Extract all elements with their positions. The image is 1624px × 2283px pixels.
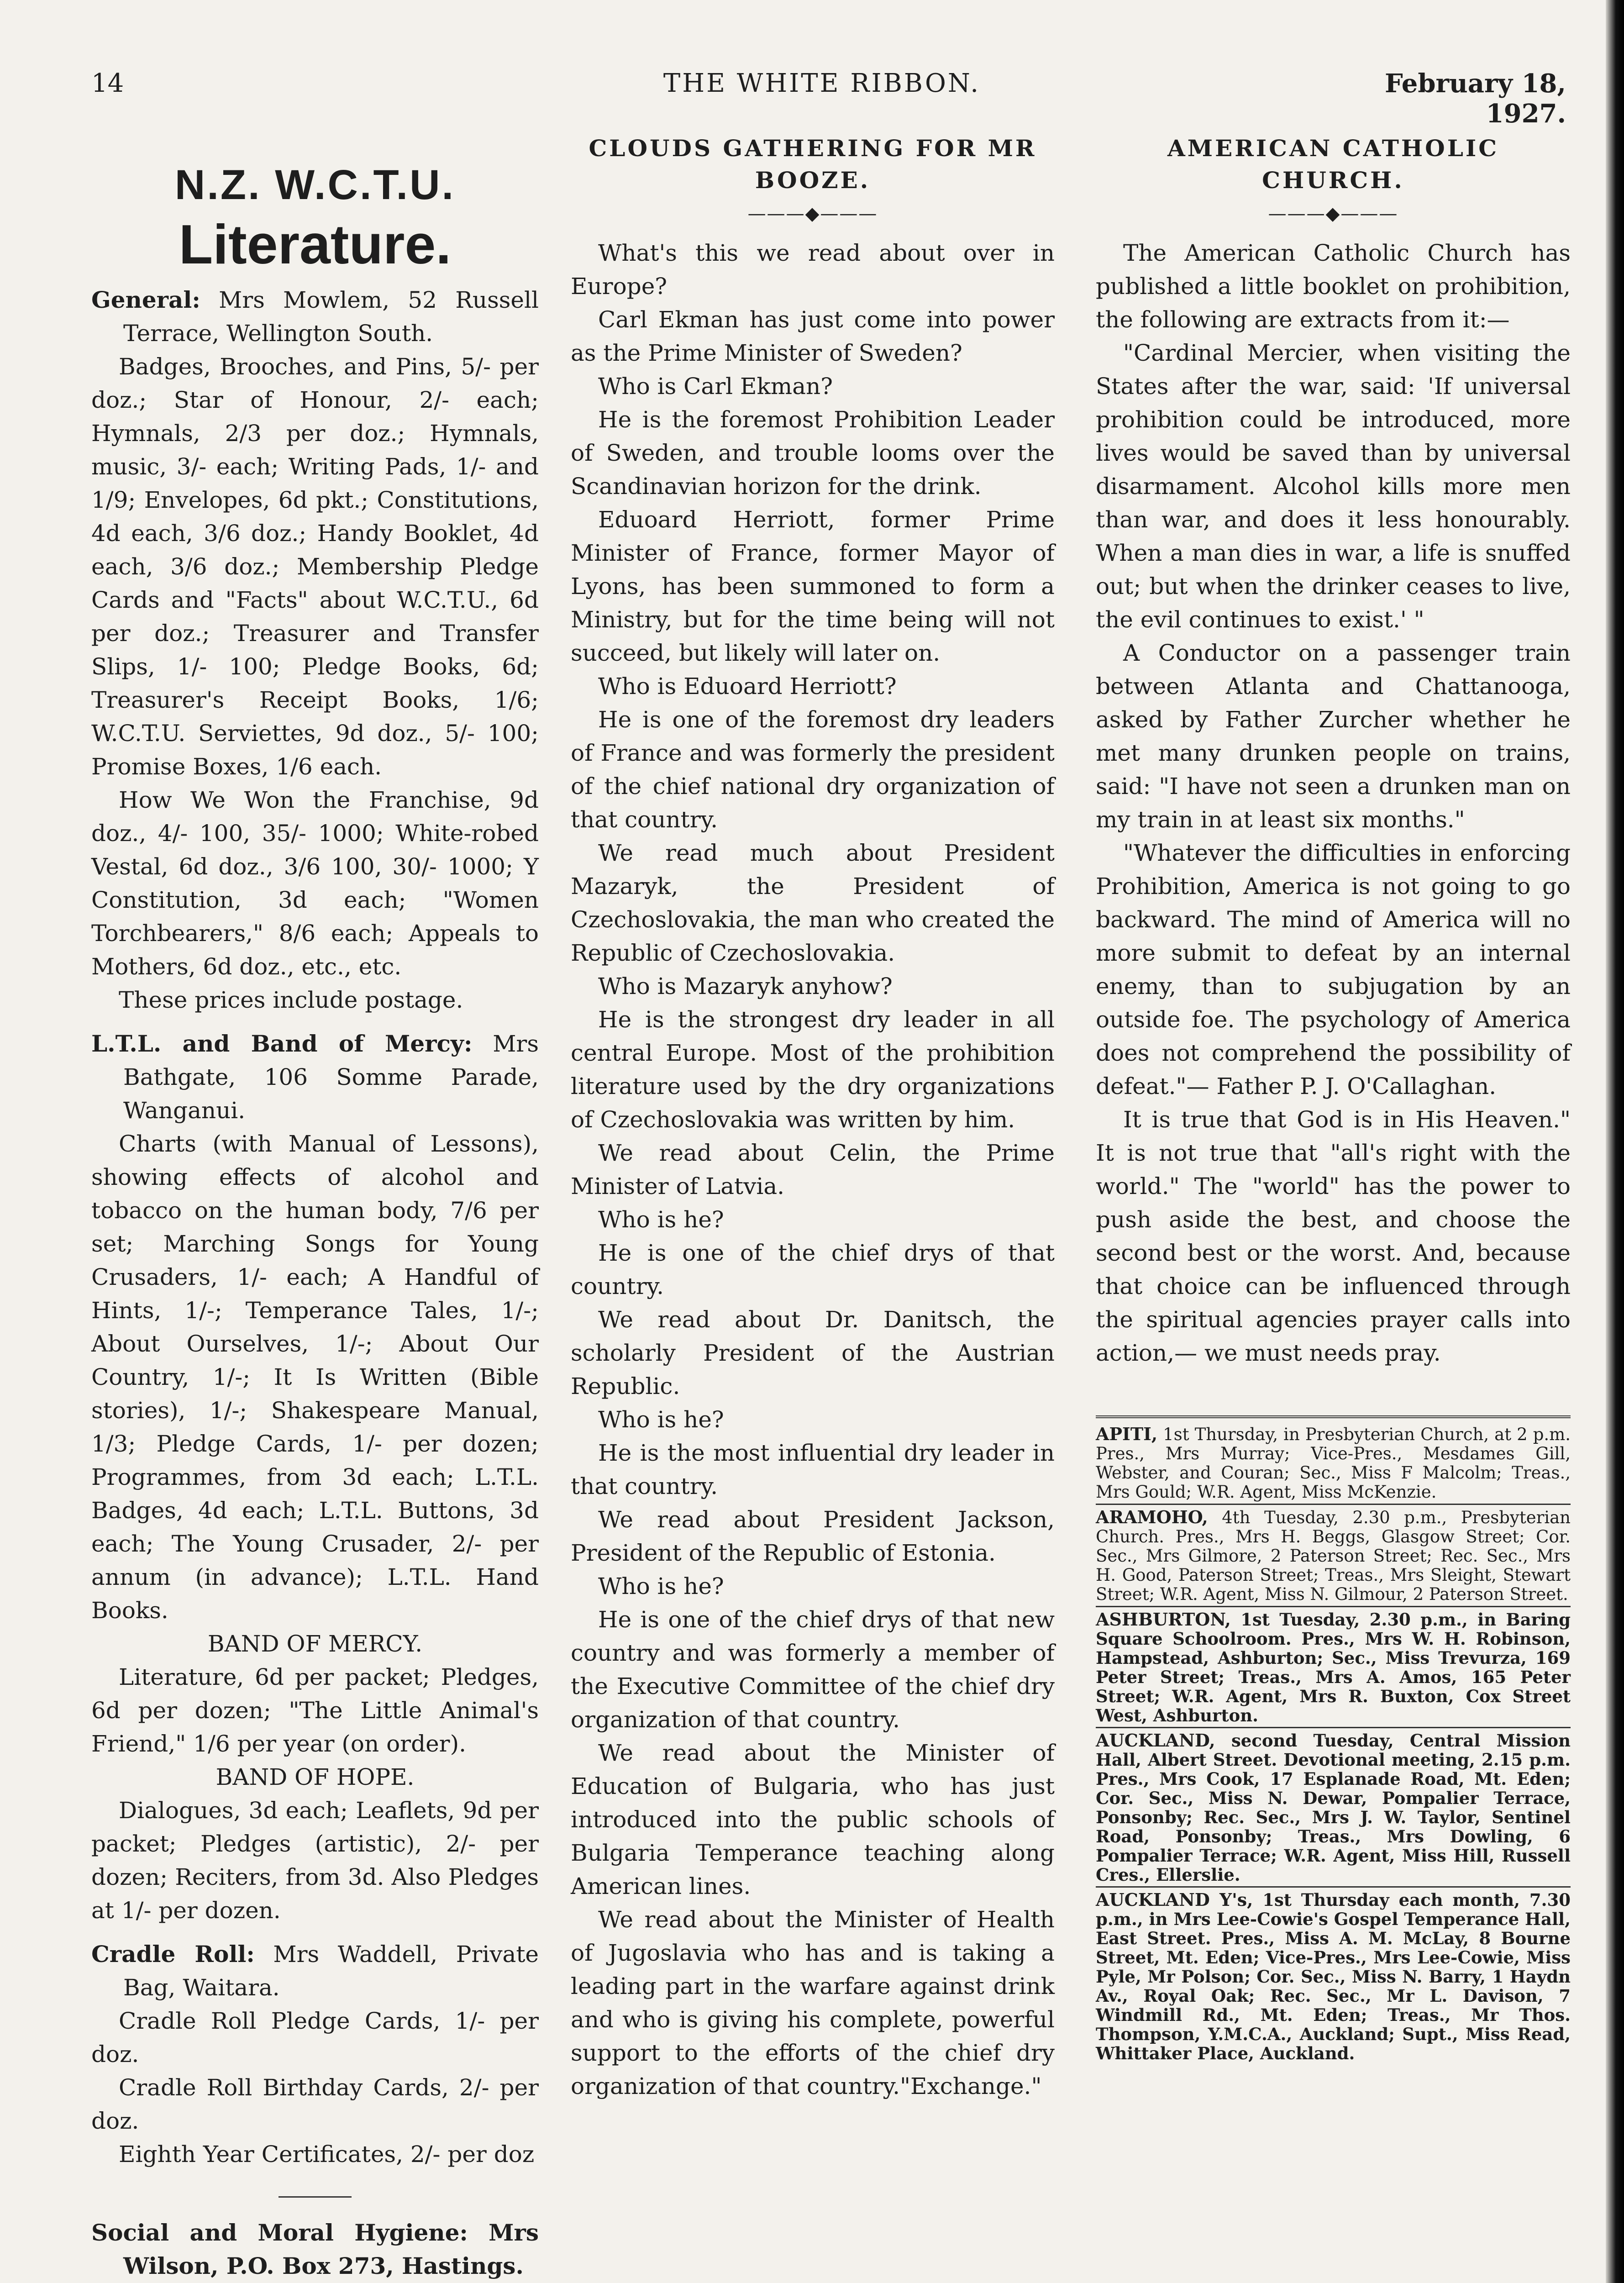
ltl-prices: Charts (with Manual of Lessons), showing effects of alcohol and tobacco on the human body, 7/6 per set; Marching Songs for Young Crusaders, 1/- each; A Handful of Hints, 1/-; Temperance Tales, 1/-; About Ourselves, 1/-; About Our Country, 1/-; It Is Written (Bible stories), 1/-; Shakespeare Manual, 1/3; Pledge Cards, 1/- per dozen; Programmes, from 3d each; L.T.L. Badges, 4d each; L.T.L. Buttons, 3d each; The Young Crusader, 2/- per annum (in advance); L.T.L. Hand Books.: [91, 1131, 539, 1624]
branch-entry: [1096, 1731, 1571, 1884]
clouds-body: [571, 237, 1055, 2103]
title-ornament: ———◆———: [1268, 203, 1398, 224]
catholic-paragraph: A Conductor on a passenger train between Atlanta and Chattanooga, asked by Father Zurcher whether he met many drunken people on trains, said: "I have not seen a drunken man on my train in at least six months.": [1096, 640, 1571, 833]
branch-separator: [1096, 1886, 1571, 1888]
cradle-certificates: Eighth Year Certificates, 2/- per doz: [119, 2141, 535, 2167]
clouds-paragraph: He is the strongest dry leader in all central Europe. Most of the prohibition literature used by the dry organizations of Czechoslovakia was written by him.: [571, 1006, 1055, 1133]
clouds-article: [571, 132, 1055, 2103]
clouds-paragraph: We read much about President Mazaryk, the President of Czechoslovakia, the man who created the Republic of Czechoslovakia.: [571, 840, 1055, 966]
catholic-paragraph: The American Catholic Church has published a little booklet on prohibition, the following are extracts from it:—: [1096, 240, 1571, 333]
catholic-paragraph: "Cardinal Mercier, when visiting the States after the war, said: 'If universal prohibition could be introduced, more lives would be saved than by universal disarmament. Alcohol kills more men than war, and does it less honourably. When a man dies in war, a life is snuffed out; but when the drinker ceases to live, the evil continues to exist.' ": [1096, 340, 1571, 633]
literature-title-org: N.Z. W.C.T.U.: [174, 162, 456, 208]
literature-title: Literature.: [179, 213, 452, 275]
general-section-head: [91, 283, 539, 350]
branch-details: second Tuesday, Central Mission Hall, Albert Street. Devotional meeting, 2.15 p.m. Pres., Mrs Cook, 17 Esplanade Road, Mt. Eden; Cor. Sec., Miss N. Dewar, Pompalier Terrace, Ponsonby; Rec. Sec., Mrs J. W. Taylor, Sentinel Road, Ponsonby; Treas., Mrs Dowling, 6 Pompalier Terrace; W.R. Agent, Miss Hill, Russell Cres., Ellerslie.: [1096, 1731, 1571, 1885]
branch-directory: [1096, 1425, 1571, 2063]
branch-entry: [1096, 1610, 1571, 1725]
clouds-paragraph: Who is he?: [598, 1206, 724, 1233]
cradle-contact: Mrs Waddell, Private Bag, Waitara.: [123, 1941, 539, 2001]
issue-date: February 18, 1927.: [1385, 68, 1566, 129]
cradle-pledge-cards: Cradle Roll Pledge Cards, 1/- per doz.: [91, 2008, 539, 2067]
branch-name: AUCKLAND,: [1096, 1730, 1215, 1751]
social-section-head: [91, 2216, 539, 2283]
band-of-mercy-prices: Literature, 6d per packet; Pledges, 6d per dozen; "The Little Animal's Friend," 1/6 per year (on order).: [91, 1664, 539, 1757]
clouds-paragraph: We read about the Minister of Health of Jugoslavia who has and is taking a leading part in the warfare against drink and who is giving his complete, powerful support to the efforts of the chief dry organization of that country."Exchange.": [571, 1906, 1055, 2099]
branch-entry: [1096, 1508, 1571, 1604]
title-ornament: ———◆———: [747, 203, 878, 224]
band-of-hope-heading: BAND OF HOPE.: [215, 1764, 415, 1790]
page-edge-shadow: [1606, 0, 1624, 2283]
branch-details: 1st Thursday each month, 7.30 p.m., in Mrs Lee-Cowie's Gospel Temperance Hall, East Street. Pres., Miss A. M. McLay, 8 Bourne Street, Mt. Eden; Vice-Pres., Mrs Lee-Cowie, Miss Pyle, Mr Polson; Cor. Sec., Miss N. Barry, 1 Haydn Av., Royal Oak; Rec. Sec., Mr L. Davison, 7 Windmill Rd., Mt. Eden; Treas., Mr Thos. Thompson, Y.M.C.A., Auckland; Supt., Miss Read, Whittaker Place, Auckland.: [1096, 1890, 1571, 2063]
branch-entry: [1096, 1425, 1571, 1502]
general-prices-2: How We Won the Franchise, 9d doz., 4/- 100, 35/- 1000; White-robed Vestal, 6d doz., 3/6 100, 30/- 1000; Y Constitution, 3d each; "Women Torchbearers," 8/6 each; Appeals to Mothers, 6d doz., etc., etc.: [91, 787, 539, 980]
ltl-section-head: [91, 1027, 539, 1127]
band-of-hope-prices: Dialogues, 3d each; Leaflets, 9d per packet; Pledges (artistic), 2/- per dozen; Reciters, from 3d. Also Pledges at 1/- per dozen.: [91, 1797, 539, 1924]
section-divider: [279, 2196, 352, 2198]
clouds-paragraph: He is one of the chief drys of that country.: [571, 1240, 1055, 1299]
social-contact: Mrs Wilson, P.O. Box 273, Hastings.: [123, 2219, 539, 2279]
general-prices-note: These prices include postage.: [119, 987, 463, 1013]
clouds-paragraph: Eduoard Herriott, former Prime Minister of France, former Mayor of Lyons, has been summoned to form a Ministry, but for the time being will not succeed, but likely will later on.: [571, 506, 1055, 666]
branch-name: APITI,: [1096, 1424, 1158, 1444]
catholic-article: [1096, 132, 1571, 2063]
branch-entry: [1096, 1890, 1571, 2063]
branch-separator: [1096, 1606, 1571, 1607]
publication-title: THE WHITE RIBBON.: [663, 68, 981, 98]
branch-name: AUCKLAND Y's,: [1096, 1889, 1253, 1910]
branch-details: 4th Tuesday, 2.30 p.m., Presbyterian Church. Pres., Mrs H. Beggs, Glasgow Street; Cor. Sec., Mrs Gilmore, 2 Paterson Street; Rec. Sec., Mrs H. Good, Paterson Street; Treas., Mrs Sleight, Stewart Street; W.R. Agent, Miss N. Gilmour, 2 Paterson Street.: [1096, 1508, 1571, 1604]
cradle-birthday-cards: Cradle Roll Birthday Cards, 2/- per doz.: [91, 2074, 539, 2134]
general-prices-1: Badges, Brooches, and Pins, 5/- per doz.; Star of Honour, 2/- each; Hymnals, 2/3 per doz.; Hymnals, music, 3/- each; Writing Pads, 1/- and 1/9; Envelopes, 6d pkt.; Constitutions, 4d each, 3/6 doz.; Handy Booklet, 4d each, 3/6 doz.; Membership Pledge Cards and "Facts" about W.C.T.U., 6d per doz.; Treasurer and Transfer Slips, 1/- 100; Pledge Books, 6d; Treasurer's Receipt Books, 1/6; W.C.T.U. Serviettes, 9d doz., 5/- 100; Promise Boxes, 1/6 each.: [91, 353, 539, 780]
literature-column: [91, 132, 539, 2283]
ltl-contact: Mrs Bathgate, 106 Somme Parade, Wanganui.: [123, 1031, 539, 1124]
clouds-paragraph: We read about Celin, the Prime Minister of Latvia.: [571, 1140, 1055, 1199]
branch-name: ARAMOHO,: [1096, 1507, 1208, 1527]
social-label: Social and Moral Hygiene:: [91, 2219, 468, 2246]
catholic-body: [1096, 237, 1571, 1370]
branch-details: 1st Tuesday, 2.30 p.m., in Baring Square Schoolroom. Pres., Mrs W. H. Robinson, Hampstead, Ashburton; Sec., Miss Trevurza, 169 Peter Street; Treas., Mrs A. Amos, 165 Peter Street; W.R. Agent, Mrs R. Buxton, Cox Street West, Ashburton.: [1096, 1610, 1571, 1725]
clouds-paragraph: He is one of the foremost dry leaders of France and was formerly the president of the chief national dry organization of that country.: [571, 706, 1055, 833]
clouds-paragraph: What's this we read about over in Europe?: [571, 240, 1055, 300]
clouds-paragraph: We read about the Minister of Education of Bulgaria, who has just introduced into the public schools of Bulgaria Temperance teaching along American lines.: [571, 1740, 1055, 1899]
branch-name: ASHBURTON,: [1096, 1609, 1231, 1630]
clouds-paragraph: We read about President Jackson, President of the Republic of Estonia.: [571, 1506, 1055, 1566]
clouds-paragraph: He is the foremost Prohibition Leader of Sweden, and trouble looms over the Scandinavian horizon for the drink.: [571, 406, 1055, 500]
catholic-paragraph: It is true that God is in His Heaven." It is not true that "all's right with the world." The "world" has the power to push aside the best, and choose the second best or the worst. And, because that choice can be influenced through the spiritual agencies prayer calls into action,— we must needs pray.: [1096, 1106, 1571, 1366]
clouds-title: CLOUDS GATHERING FOR MR BOOZE.: [589, 135, 1037, 194]
band-of-mercy-heading: BAND OF MERCY.: [207, 1631, 423, 1657]
page-number: 14: [91, 68, 124, 98]
general-contact: Mrs Mowlem, 52 Russell Terrace, Wellington South.: [123, 287, 539, 347]
ltl-label: L.T.L. and Band of Mercy:: [91, 1030, 473, 1057]
clouds-paragraph: He is the most influential dry leader in that country.: [571, 1440, 1055, 1499]
clouds-paragraph: We read about Dr. Danitsch, the scholarly President of the Austrian Republic.: [571, 1306, 1055, 1399]
clouds-paragraph: Who is Mazaryk anyhow?: [598, 973, 893, 999]
branch-separator: [1096, 1727, 1571, 1728]
general-label: General:: [91, 286, 200, 313]
cradle-label: Cradle Roll:: [91, 1941, 255, 1967]
clouds-paragraph: He is one of the chief drys of that new country and was formerly a member of the Executive Committee of the chief dry organization of that country.: [571, 1606, 1055, 1733]
clouds-paragraph: Who is Eduoard Herriott?: [598, 673, 897, 700]
catholic-title: AMERICAN CATHOLIC CHURCH.: [1167, 135, 1499, 194]
catholic-paragraph: "Whatever the difficulties in enforcing Prohibition, America is not going to go backward. The mind of America will no more submit to defeat by an internal enemy, than to subjugation by an outside foe. The psychology of America does not comprehend the possibility of defeat."— Father P. J. O'Callaghan.: [1096, 840, 1571, 1099]
clouds-paragraph: Carl Ekman has just come into power as the Prime Minister of Sweden?: [571, 306, 1055, 366]
directory-divider: [1096, 1415, 1571, 1420]
clouds-paragraph: Who is he?: [598, 1573, 724, 1599]
cradle-section-head: [91, 1937, 539, 2004]
branch-separator: [1096, 1504, 1571, 1505]
social-section: [91, 2216, 539, 2283]
clouds-paragraph: Who is he?: [598, 1406, 724, 1433]
clouds-paragraph: Who is Carl Ekman?: [598, 373, 833, 400]
branch-details: 1st Thursday, in Presbyterian Church, at 2 p.m. Pres., Mrs Murray; Vice-Pres., Mesdames Gill, Webster, and Couran; Sec., Miss F Malcolm; Treas., Mrs Gould; W.R. Agent, Miss McKenzie.: [1096, 1425, 1571, 1502]
